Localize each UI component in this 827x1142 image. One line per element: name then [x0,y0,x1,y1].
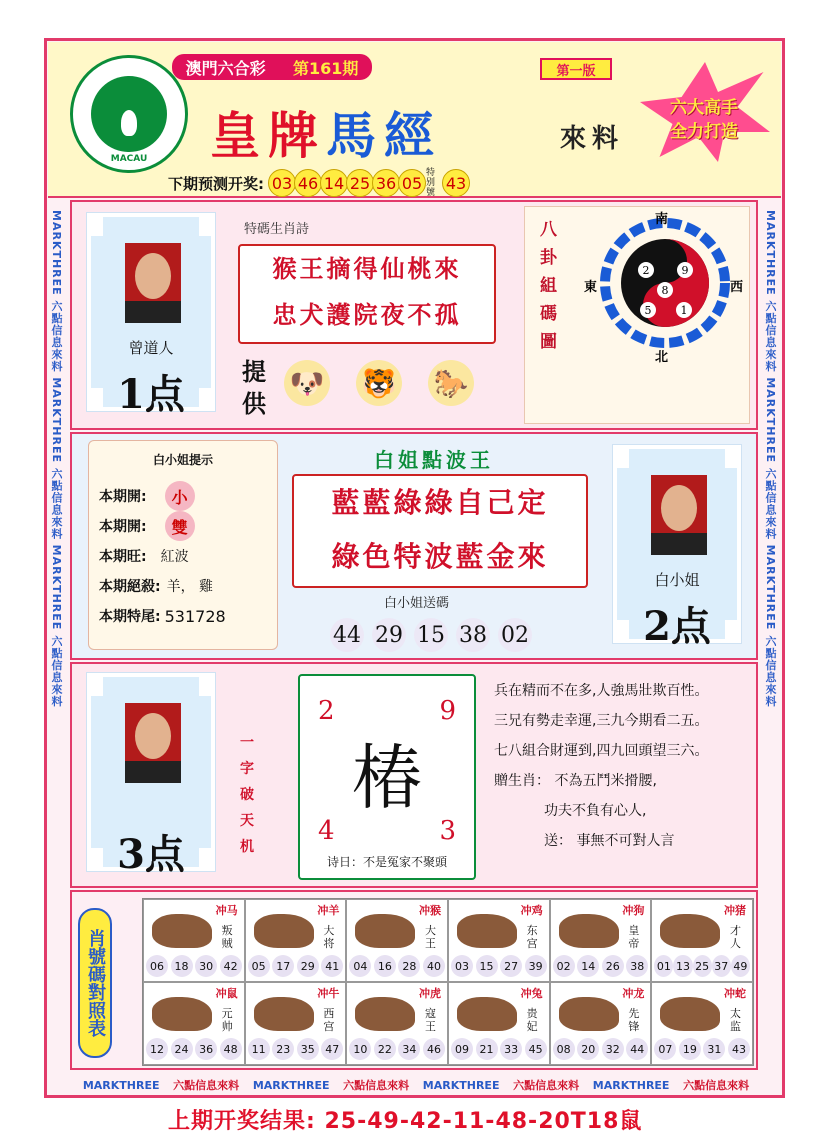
animal-icon [457,997,517,1031]
animal-icon [254,997,314,1031]
face-icon [135,713,171,759]
zodiac-cell [651,899,753,982]
bagua-title: 八卦組碼圖 [540,220,557,352]
bai-heading: 白姐點波王 [374,448,494,472]
special-ball: 43 [442,169,470,197]
zodiac-number: 41 [321,955,343,977]
zodiac-number: 37 [712,955,731,977]
zodiac-number: 43 [728,1038,750,1060]
zodiac-cell [448,982,550,1065]
dog-icon: 🐶 [284,360,330,406]
face-icon [135,253,171,299]
bai-numbers: 44 29 15 38 02 [330,618,540,652]
zodiac-number: 15 [476,955,498,977]
chong-label: 冲狗 [622,904,645,917]
zodiac-table [142,898,754,1066]
animal-icon [355,914,415,948]
predict-ball: 25 [346,169,374,197]
zodiac-numbers [146,955,242,977]
zodiac-number: 29 [297,955,319,977]
bai-slogan-box: 藍藍綠綠自己定 綠色特波藍金來 [292,474,588,588]
chong-label: 冲牛 [317,987,340,1000]
zodiac-number: 44 [626,1038,648,1060]
prediction-row: 下期预测开奖: 03 46 14 25 36 05 特别號 43 [168,168,468,198]
zodiac-number: 26 [602,955,624,977]
dir-west: 西 [730,280,744,295]
zodiac-name: 叛贼 [221,924,233,950]
edition-badge: 第一版 [540,58,612,80]
zodiac-numbers [146,1038,242,1060]
zodiac-name: 东宫 [526,924,538,950]
animal-icon [152,914,212,948]
zodiac-numbers [451,1038,547,1060]
zodiac-number: 25 [693,955,712,977]
riddle-poem: 兵在精而不在多,人強馬壯欺百性。 三兄有勢走幸運,三九今期看二五。 七八組合財運到,四九回頭望三六。 贈生肖： 不為五鬥米搰腰, 功夫不負有心人, 送： 事無不可對人言 [494,683,709,849]
last-draw-result: 上期开奖结果: 25-49-42-11-48-20T18鼠 [168,1109,643,1134]
zodiac-cell [651,982,753,1065]
macau-emblem-icon: MACAU [70,55,188,173]
zodiac-number: 11 [248,1038,270,1060]
zodiac-number: 10 [349,1038,371,1060]
zodiac-numbers [451,955,547,977]
zodiac-cell [550,982,652,1065]
left-side-strip: MARKTHREE 六點信息來料 MARKTHREE 六點信息來料 MARKTHREE 六點信息來料 [50,210,63,708]
zodiac-cell [245,899,347,982]
chong-label: 冲兔 [520,987,543,1000]
zodiac-number: 01 [654,955,673,977]
zodiac-number: 02 [553,955,575,977]
zodiac-number: 28 [398,955,420,977]
page-title: 皇牌馬經 [210,107,442,165]
zodiac-number: 40 [423,955,445,977]
poem-heading: 特碼生肖詩 [244,222,310,237]
predict-ball: 03 [268,169,296,197]
zodiac-number: 04 [349,955,371,977]
zodiac-number: 09 [451,1038,473,1060]
zodiac-table-label: 肖號碼對照表 [78,908,112,1058]
zodiac-number: 20 [577,1038,599,1060]
zodiac-cell [448,899,550,982]
chong-label: 冲鼠 [215,987,238,1000]
provide-label: 提供 [242,357,266,418]
animal-icon [660,997,720,1031]
zodiac-number: 27 [500,955,522,977]
chong-label: 冲猴 [418,904,441,917]
zodiac-number: 18 [171,955,193,977]
bagua-num: 2 [642,264,650,277]
tiger-icon: 🐯 [356,360,402,406]
zodiac-name: 寇王 [424,1007,436,1033]
chong-label: 冲鸡 [520,904,543,917]
star-badge-text: 六大高手 全力打造 [670,98,738,142]
zodiac-numbers [248,955,344,977]
tips-panel: 白小姐提示 本期開: 小 本期開: 雙 本期旺: 紅波 本期絕殺: 羊， 雞 本期特尾: 531728 [88,440,278,650]
bagua-num: 5 [644,304,652,317]
zodiac-number: 24 [171,1038,193,1060]
right-side-strip: MARKTHREE 六點信息來料 MARKTHREE 六點信息來料 MARKTHREE 六點信息來料 [764,210,777,708]
predict-ball: 05 [398,169,426,197]
zodiac-number: 23 [272,1038,294,1060]
bai-sub: 白小姐送碼 [384,596,450,611]
face-icon [661,485,697,531]
zodiac-numbers [553,955,649,977]
zodiac-number: 06 [146,955,168,977]
zodiac-number: 14 [577,955,599,977]
zodiac-number: 13 [673,955,692,977]
predict-ball: 14 [320,169,348,197]
portrait-third: 3点 [86,672,216,872]
zodiac-numbers [349,955,445,977]
zodiac-number: 35 [297,1038,319,1060]
zodiac-number: 19 [679,1038,701,1060]
animal-icon [559,914,619,948]
zodiac-number: 16 [374,955,396,977]
portrait-bai: 白小姐 2点 [612,444,742,644]
zodiac-name: 才人 [729,924,741,950]
zodiac-number: 32 [602,1038,624,1060]
zodiac-name: 西宫 [323,1007,335,1033]
zodiac-numbers [349,1038,445,1060]
zodiac-number: 34 [398,1038,420,1060]
chong-label: 冲猪 [723,904,746,917]
zodiac-number: 30 [195,955,217,977]
zodiac-number: 03 [451,955,473,977]
zodiac-number: 31 [703,1038,725,1060]
dir-east: 東 [584,280,598,295]
zodiac-cell [346,982,448,1065]
zodiac-number: 45 [525,1038,547,1060]
zodiac-name: 先锋 [628,1007,640,1033]
chong-label: 冲虎 [418,987,441,1000]
zodiac-number: 38 [626,955,648,977]
animal-icon [457,914,517,948]
issue-badge: 澳門六合彩 第161期 [172,54,372,80]
bottom-strip: MARKTHREE 六點信息來料 MARKTHREE 六點信息來料 MARKTHREE 六點信息來料 MARKTHREE 六點信息來料 [82,1078,750,1092]
zodiac-number: 17 [272,955,294,977]
zodiac-number: 07 [654,1038,676,1060]
chong-label: 冲龙 [622,987,645,1000]
zodiac-numbers [553,1038,649,1060]
zodiac-name: 元帅 [221,1007,233,1033]
zodiac-number: 36 [195,1038,217,1060]
zodiac-numbers [654,955,750,977]
zodiac-number: 48 [220,1038,242,1060]
zodiac-number: 49 [731,955,750,977]
horse-icon: 🐎 [428,360,474,406]
bagua-num: 8 [661,284,669,297]
dir-north: 北 [655,350,669,365]
bagua-diagram [600,218,730,348]
predict-ball: 46 [294,169,322,197]
chong-label: 冲羊 [317,904,340,917]
zodiac-number: 46 [423,1038,445,1060]
zodiac-number: 21 [476,1038,498,1060]
zodiac-cell [143,899,245,982]
animal-icon [660,914,720,948]
chong-label: 冲蛇 [723,987,746,1000]
poem-box: 猴王摘得仙桃來 忠犬護院夜不孤 [238,244,496,344]
zodiac-number: 12 [146,1038,168,1060]
zodiac-name: 大将 [323,924,335,950]
zodiac-number: 22 [374,1038,396,1060]
zodiac-number: 47 [321,1038,343,1060]
bagua-num: 9 [681,264,689,277]
zodiac-numbers [654,1038,750,1060]
zodiac-name: 太监 [729,1007,741,1033]
zodiac-name: 大王 [424,924,436,950]
animal-icon [355,997,415,1031]
animal-icon [152,997,212,1031]
title-suffix: 來料 [560,124,625,154]
zodiac-numbers [248,1038,344,1060]
bagua-num: 1 [680,304,688,317]
predict-ball: 36 [372,169,400,197]
animal-icon [254,914,314,948]
zodiac-number: 05 [248,955,270,977]
portrait-zeng: 曾道人 1点 [86,212,216,412]
dir-south: 南 [655,212,669,227]
zodiac-name: 皇帝 [628,924,640,950]
zodiac-number: 42 [220,955,242,977]
zodiac-name: 贵妃 [526,1007,538,1033]
zodiac-number: 39 [525,955,547,977]
zodiac-cell [346,899,448,982]
zodiac-number: 08 [553,1038,575,1060]
animal-icon [559,997,619,1031]
riddle-box: 2 9 椿 4 3 诗日：不是冤家不聚頭 [298,674,476,880]
zodiac-number: 33 [500,1038,522,1060]
zodiac-cell [143,982,245,1065]
zodiac-cell [245,982,347,1065]
riddle-side-title: 一字破天机 [240,735,254,855]
zodiac-cell [550,899,652,982]
chong-label: 冲马 [215,904,238,917]
